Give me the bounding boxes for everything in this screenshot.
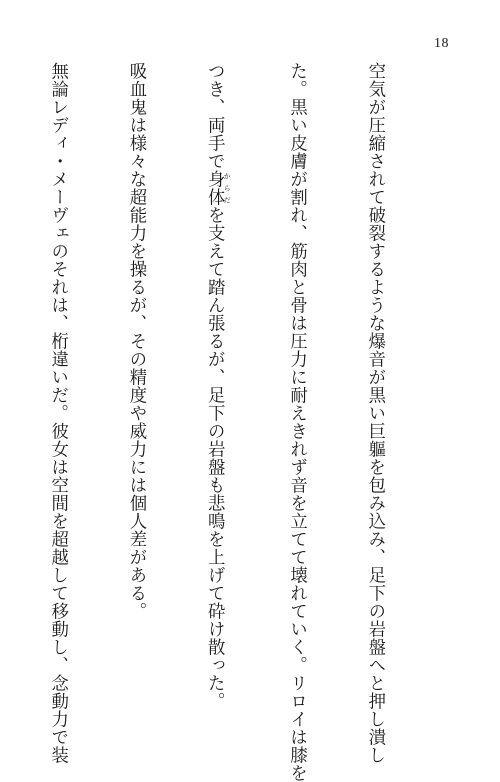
text-line: た。黒い皮膚が割れ、筋肉と骨は圧力に耐えきれず音を立てて壊れていく。リロイは膝を (286, 62, 307, 782)
text-line: つき、両手で身体 からだを支えて踏ん張るが、足下の岩盤も悲鳴を上げて砕け散った。 (204, 62, 232, 710)
body-text (47, 62, 440, 782)
text-line: 無論レディ・メーヴェのそれは、桁違いだ。彼女は空間を超越して移動し、念動力で装 (47, 62, 68, 764)
text-line: 吸血鬼は様々な超能力を操るが、その精度や威力には個人差がある。 (125, 62, 146, 620)
text-line: 空気が圧縮されて破裂するような爆音が黒い巨軀を包み込み、足下の岩盤へと押し潰し (364, 62, 385, 764)
ruby-annotation: 身体 からだ (204, 170, 232, 206)
page-number: 18 (434, 36, 449, 51)
